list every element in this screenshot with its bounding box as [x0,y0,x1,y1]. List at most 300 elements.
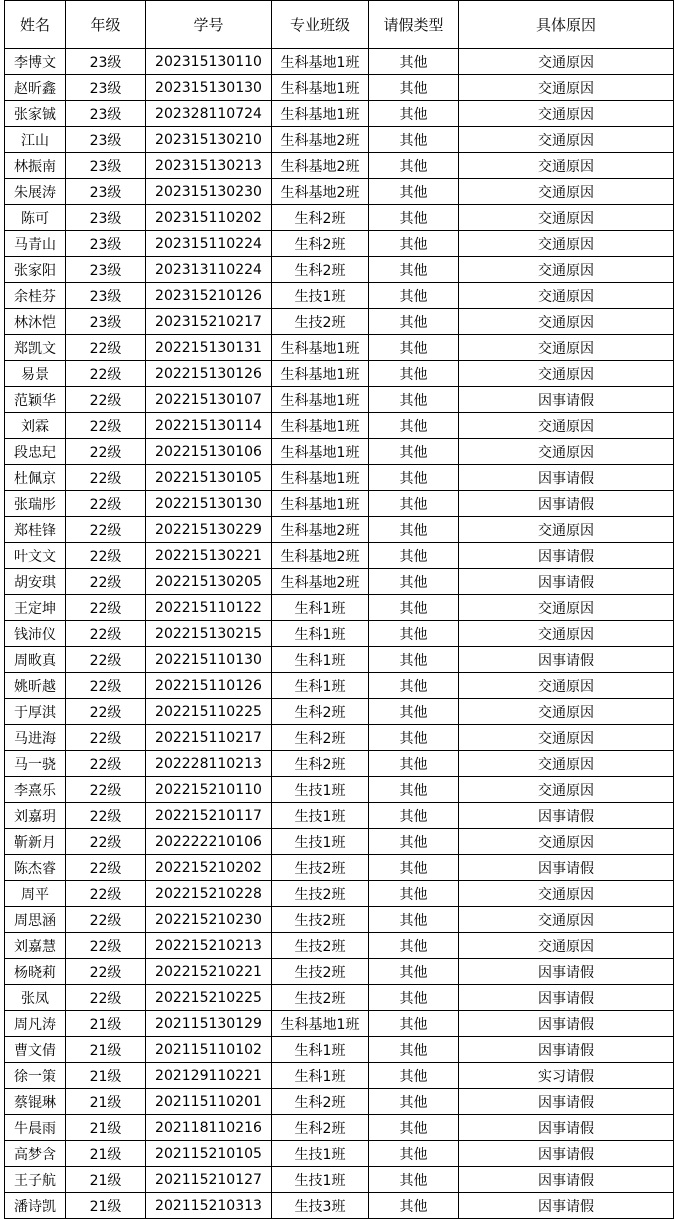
table-row [5,335,674,361]
cell-grade: 22级 [66,569,146,595]
cell-leave-type: 其他 [369,127,459,153]
cell-student-id: 202115130129 [146,1011,272,1037]
cell-leave-type: 其他 [369,49,459,75]
cell-student-id: 202115210127 [146,1167,272,1193]
cell-student-id: 202215130215 [146,621,272,647]
cell-name: 周凡涛 [5,1011,66,1037]
cell-reason: 因事请假 [459,387,674,413]
table-row [5,725,674,751]
cell-name: 张瑞彤 [5,491,66,517]
cell-reason: 交通原因 [459,205,674,231]
cell-grade: 23级 [66,75,146,101]
table-row [5,127,674,153]
cell-grade: 22级 [66,439,146,465]
cell-leave-type: 其他 [369,569,459,595]
cell-grade: 22级 [66,751,146,777]
cell-name: 朱展涛 [5,179,66,205]
cell-reason: 交通原因 [459,283,674,309]
cell-grade: 22级 [66,803,146,829]
cell-major-class: 生科1班 [272,673,369,699]
cell-reason: 交通原因 [459,907,674,933]
cell-name: 刘霖 [5,413,66,439]
cell-reason: 交通原因 [459,335,674,361]
cell-reason: 交通原因 [459,257,674,283]
cell-major-class: 生技2班 [272,855,369,881]
cell-leave-type: 其他 [369,205,459,231]
cell-name: 马进海 [5,725,66,751]
cell-grade: 21级 [66,1115,146,1141]
cell-grade: 22级 [66,621,146,647]
cell-name: 王定坤 [5,595,66,621]
cell-name: 牛晨雨 [5,1115,66,1141]
header-grade: 年级 [66,1,146,49]
cell-reason: 交通原因 [459,699,674,725]
cell-name: 刘嘉玥 [5,803,66,829]
table-row [5,1115,674,1141]
cell-major-class: 生科基地1班 [272,439,369,465]
cell-leave-type: 其他 [369,595,459,621]
table-row [5,179,674,205]
cell-major-class: 生科基地1班 [272,413,369,439]
cell-leave-type: 其他 [369,231,459,257]
cell-student-id: 202328110724 [146,101,272,127]
cell-leave-type: 其他 [369,257,459,283]
table-row [5,803,674,829]
cell-student-id: 202215210225 [146,985,272,1011]
cell-leave-type: 其他 [369,725,459,751]
cell-reason: 因事请假 [459,1167,674,1193]
cell-major-class: 生科基地2班 [272,517,369,543]
table-row [5,49,674,75]
cell-reason: 因事请假 [459,543,674,569]
cell-student-id: 202215130205 [146,569,272,595]
cell-major-class: 生技1班 [272,803,369,829]
table-row [5,1141,674,1167]
cell-reason: 因事请假 [459,1011,674,1037]
cell-name: 王子航 [5,1167,66,1193]
cell-major-class: 生科基地1班 [272,491,369,517]
cell-grade: 23级 [66,231,146,257]
cell-student-id: 202215110122 [146,595,272,621]
cell-major-class: 生科2班 [272,725,369,751]
cell-grade: 22级 [66,725,146,751]
cell-reason: 因事请假 [459,491,674,517]
cell-student-id: 202215130126 [146,361,272,387]
cell-grade: 23级 [66,101,146,127]
cell-leave-type: 其他 [369,621,459,647]
cell-name: 钱沛仪 [5,621,66,647]
cell-name: 易景 [5,361,66,387]
cell-leave-type: 其他 [369,699,459,725]
cell-reason: 交通原因 [459,725,674,751]
cell-reason: 交通原因 [459,309,674,335]
cell-reason: 交通原因 [459,439,674,465]
cell-name: 郑桂锋 [5,517,66,543]
cell-leave-type: 其他 [369,933,459,959]
cell-grade: 21级 [66,1089,146,1115]
table-row [5,621,674,647]
cell-major-class: 生技1班 [272,283,369,309]
cell-name: 江山 [5,127,66,153]
cell-leave-type: 其他 [369,907,459,933]
cell-grade: 22级 [66,829,146,855]
cell-reason: 交通原因 [459,595,674,621]
cell-reason: 交通原因 [459,933,674,959]
cell-grade: 23级 [66,127,146,153]
cell-student-id: 202315130110 [146,49,272,75]
cell-major-class: 生科基地2班 [272,179,369,205]
cell-grade: 23级 [66,257,146,283]
cell-major-class: 生技2班 [272,881,369,907]
table-row [5,855,674,881]
cell-grade: 22级 [66,699,146,725]
cell-name: 姚昕越 [5,673,66,699]
cell-name: 杜佩京 [5,465,66,491]
cell-major-class: 生科2班 [272,1089,369,1115]
cell-name: 刘嘉慧 [5,933,66,959]
cell-name: 马青山 [5,231,66,257]
cell-reason: 因事请假 [459,569,674,595]
cell-reason: 因事请假 [459,1115,674,1141]
cell-grade: 23级 [66,49,146,75]
cell-major-class: 生科1班 [272,647,369,673]
cell-grade: 23级 [66,309,146,335]
cell-student-id: 202315210217 [146,309,272,335]
cell-leave-type: 其他 [369,517,459,543]
cell-major-class: 生科2班 [272,231,369,257]
cell-grade: 21级 [66,1063,146,1089]
table-row [5,881,674,907]
cell-name: 周思涵 [5,907,66,933]
cell-student-id: 202315130130 [146,75,272,101]
cell-student-id: 202215210117 [146,803,272,829]
cell-reason: 交通原因 [459,881,674,907]
cell-leave-type: 其他 [369,179,459,205]
cell-leave-type: 其他 [369,153,459,179]
cell-leave-type: 其他 [369,439,459,465]
table-row [5,1089,674,1115]
cell-reason: 交通原因 [459,153,674,179]
cell-student-id: 202215210202 [146,855,272,881]
cell-leave-type: 其他 [369,1141,459,1167]
cell-leave-type: 其他 [369,803,459,829]
table-row [5,491,674,517]
cell-reason: 交通原因 [459,101,674,127]
cell-student-id: 202215210213 [146,933,272,959]
cell-grade: 22级 [66,673,146,699]
cell-leave-type: 其他 [369,387,459,413]
header-student-id: 学号 [146,1,272,49]
cell-name: 高梦含 [5,1141,66,1167]
cell-name: 曹文倩 [5,1037,66,1063]
cell-student-id: 202215130105 [146,465,272,491]
cell-leave-type: 其他 [369,959,459,985]
cell-student-id: 202215210230 [146,907,272,933]
cell-major-class: 生科基地1班 [272,101,369,127]
cell-student-id: 202315130213 [146,153,272,179]
cell-grade: 21级 [66,1167,146,1193]
cell-reason: 交通原因 [459,361,674,387]
table-row [5,283,674,309]
cell-major-class: 生科2班 [272,751,369,777]
cell-name: 胡安琪 [5,569,66,595]
cell-grade: 23级 [66,153,146,179]
table-row [5,985,674,1011]
table-row [5,699,674,725]
cell-student-id: 202315130210 [146,127,272,153]
cell-name: 蔡锟琳 [5,1089,66,1115]
cell-major-class: 生技1班 [272,829,369,855]
cell-major-class: 生技2班 [272,985,369,1011]
cell-grade: 22级 [66,959,146,985]
cell-name: 林振南 [5,153,66,179]
cell-student-id: 202315130230 [146,179,272,205]
cell-name: 杨晓莉 [5,959,66,985]
cell-grade: 22级 [66,491,146,517]
cell-reason: 因事请假 [459,855,674,881]
cell-student-id: 202313110224 [146,257,272,283]
table-row [5,907,674,933]
cell-grade: 22级 [66,907,146,933]
table-row [5,361,674,387]
cell-name: 陈杰睿 [5,855,66,881]
cell-leave-type: 其他 [369,1167,459,1193]
cell-grade: 21级 [66,1193,146,1219]
header-major-class: 专业班级 [272,1,369,49]
cell-name: 段忠玘 [5,439,66,465]
cell-major-class: 生科1班 [272,1037,369,1063]
cell-name: 徐一策 [5,1063,66,1089]
cell-leave-type: 其他 [369,1089,459,1115]
cell-major-class: 生科2班 [272,699,369,725]
table-row [5,101,674,127]
table-row [5,1193,674,1219]
cell-name: 于厚淇 [5,699,66,725]
cell-leave-type: 其他 [369,309,459,335]
cell-student-id: 202315210126 [146,283,272,309]
cell-leave-type: 其他 [369,1037,459,1063]
cell-student-id: 202115110102 [146,1037,272,1063]
cell-leave-type: 其他 [369,283,459,309]
table-row [5,933,674,959]
table-row [5,543,674,569]
cell-leave-type: 其他 [369,1011,459,1037]
cell-student-id: 202215130106 [146,439,272,465]
cell-reason: 因事请假 [459,959,674,985]
cell-leave-type: 其他 [369,465,459,491]
cell-name: 赵昕鑫 [5,75,66,101]
cell-leave-type: 其他 [369,985,459,1011]
table-row [5,75,674,101]
cell-student-id: 202115210313 [146,1193,272,1219]
cell-student-id: 202222210106 [146,829,272,855]
cell-leave-type: 其他 [369,75,459,101]
table-row [5,829,674,855]
cell-leave-type: 其他 [369,881,459,907]
cell-student-id: 202215130221 [146,543,272,569]
cell-reason: 交通原因 [459,621,674,647]
cell-grade: 22级 [66,595,146,621]
cell-major-class: 生技2班 [272,309,369,335]
cell-grade: 21级 [66,1011,146,1037]
cell-major-class: 生科基地1班 [272,387,369,413]
cell-major-class: 生科2班 [272,205,369,231]
cell-reason: 交通原因 [459,517,674,543]
cell-grade: 22级 [66,517,146,543]
cell-leave-type: 其他 [369,335,459,361]
table-row [5,959,674,985]
cell-major-class: 生科基地1班 [272,75,369,101]
cell-reason: 交通原因 [459,49,674,75]
cell-reason: 交通原因 [459,179,674,205]
cell-leave-type: 其他 [369,855,459,881]
cell-student-id: 202215130107 [146,387,272,413]
table-row [5,673,674,699]
cell-leave-type: 其他 [369,751,459,777]
cell-name: 叶文文 [5,543,66,569]
cell-reason: 交通原因 [459,127,674,153]
cell-grade: 21级 [66,1037,146,1063]
cell-leave-type: 其他 [369,673,459,699]
cell-student-id: 202315110202 [146,205,272,231]
cell-leave-type: 其他 [369,1115,459,1141]
cell-major-class: 生技1班 [272,777,369,803]
table-row [5,1167,674,1193]
cell-major-class: 生技2班 [272,907,369,933]
cell-reason: 交通原因 [459,75,674,101]
table-row [5,517,674,543]
cell-major-class: 生技2班 [272,959,369,985]
cell-student-id: 202215130114 [146,413,272,439]
cell-reason: 因事请假 [459,803,674,829]
cell-leave-type: 其他 [369,1193,459,1219]
cell-major-class: 生技3班 [272,1193,369,1219]
cell-grade: 23级 [66,179,146,205]
cell-reason: 实习请假 [459,1063,674,1089]
cell-student-id: 202215210221 [146,959,272,985]
cell-grade: 22级 [66,933,146,959]
table-body [5,49,674,1219]
cell-reason: 交通原因 [459,751,674,777]
cell-major-class: 生技1班 [272,1141,369,1167]
cell-major-class: 生科基地1班 [272,1011,369,1037]
cell-student-id: 202215210110 [146,777,272,803]
table-row [5,439,674,465]
cell-reason: 交通原因 [459,829,674,855]
cell-major-class: 生科基地2班 [272,543,369,569]
cell-reason: 交通原因 [459,673,674,699]
cell-major-class: 生科2班 [272,257,369,283]
header-reason: 具体原因 [459,1,674,49]
cell-name: 李熹乐 [5,777,66,803]
cell-student-id: 202129110221 [146,1063,272,1089]
table-row [5,1037,674,1063]
cell-student-id: 202215110225 [146,699,272,725]
table-row [5,465,674,491]
cell-reason: 交通原因 [459,231,674,257]
cell-reason: 因事请假 [459,985,674,1011]
cell-major-class: 生科1班 [272,621,369,647]
table-row [5,595,674,621]
table-row [5,777,674,803]
cell-reason: 交通原因 [459,777,674,803]
cell-major-class: 生科基地1班 [272,335,369,361]
table-row [5,153,674,179]
cell-name: 马一骁 [5,751,66,777]
cell-leave-type: 其他 [369,101,459,127]
cell-name: 潘诗凯 [5,1193,66,1219]
cell-leave-type: 其他 [369,491,459,517]
cell-grade: 22级 [66,361,146,387]
cell-student-id: 202215110126 [146,673,272,699]
cell-name: 陈可 [5,205,66,231]
cell-leave-type: 其他 [369,543,459,569]
table-row [5,257,674,283]
cell-grade: 22级 [66,647,146,673]
cell-major-class: 生科基地2班 [272,127,369,153]
cell-leave-type: 其他 [369,1063,459,1089]
cell-name: 张家铖 [5,101,66,127]
cell-student-id: 202315110224 [146,231,272,257]
leave-table [4,0,674,1219]
cell-grade: 22级 [66,543,146,569]
table-row [5,387,674,413]
cell-student-id: 202215130229 [146,517,272,543]
cell-grade: 22级 [66,387,146,413]
cell-major-class: 生科基地1班 [272,361,369,387]
cell-name: 靳新月 [5,829,66,855]
cell-major-class: 生技1班 [272,1167,369,1193]
cell-leave-type: 其他 [369,361,459,387]
cell-major-class: 生科基地2班 [272,569,369,595]
cell-reason: 因事请假 [459,1089,674,1115]
header-leave-type: 请假类型 [369,1,459,49]
table-row [5,751,674,777]
header-row [5,1,674,49]
cell-leave-type: 其他 [369,413,459,439]
cell-grade: 22级 [66,881,146,907]
table-row [5,413,674,439]
cell-grade: 23级 [66,205,146,231]
cell-major-class: 生科基地2班 [272,153,369,179]
cell-student-id: 202228110213 [146,751,272,777]
cell-major-class: 生技2班 [272,933,369,959]
table-row [5,1011,674,1037]
cell-reason: 因事请假 [459,465,674,491]
cell-leave-type: 其他 [369,829,459,855]
cell-student-id: 202215130131 [146,335,272,361]
cell-student-id: 202115110201 [146,1089,272,1115]
cell-grade: 22级 [66,985,146,1011]
cell-name: 周平 [5,881,66,907]
table-row [5,647,674,673]
cell-reason: 交通原因 [459,413,674,439]
cell-name: 郑凯文 [5,335,66,361]
cell-name: 范颖华 [5,387,66,413]
cell-name: 张凤 [5,985,66,1011]
cell-major-class: 生科2班 [272,1115,369,1141]
cell-student-id: 202115210105 [146,1141,272,1167]
table-row [5,205,674,231]
cell-reason: 因事请假 [459,1141,674,1167]
cell-grade: 22级 [66,335,146,361]
cell-grade: 22级 [66,855,146,881]
cell-name: 周畋真 [5,647,66,673]
cell-leave-type: 其他 [369,777,459,803]
cell-major-class: 生科基地1班 [272,49,369,75]
cell-name: 余桂芬 [5,283,66,309]
cell-grade: 21级 [66,1141,146,1167]
